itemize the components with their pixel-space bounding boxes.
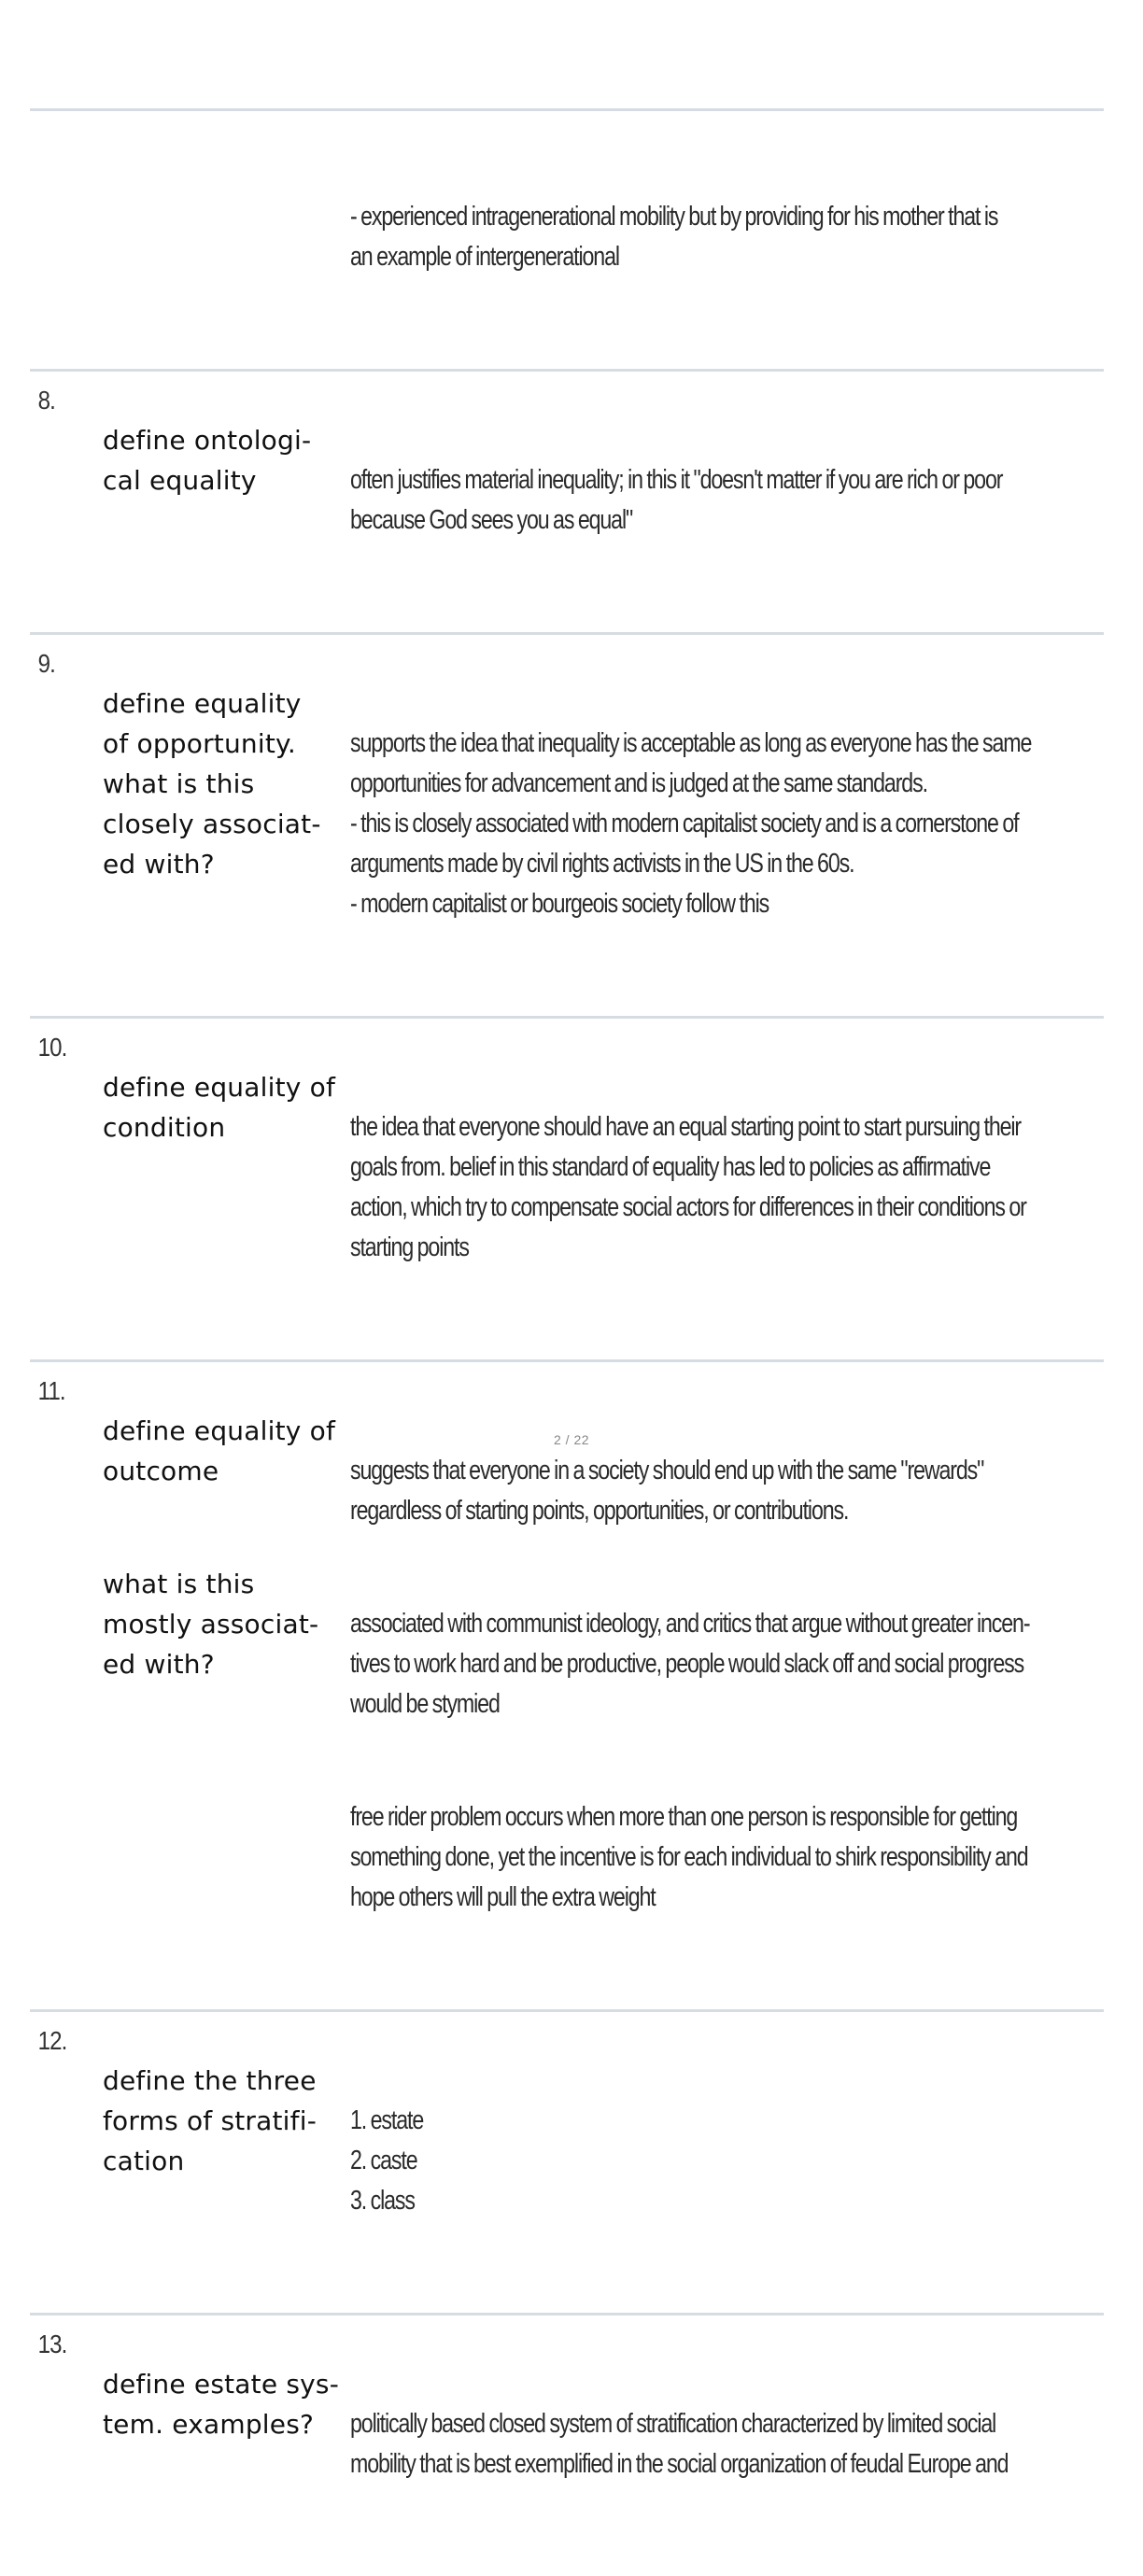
definition-text: 1. estate 2. caste 3. class: [350, 2105, 424, 2216]
card-row: [30, 111, 1104, 369]
card-definition: [350, 380, 1104, 621]
definition-text: politically based closed system of stratification characterized by limited social mobility that is best exemplified in the social organization of feudal Europe and: [350, 2409, 1009, 2479]
term-text: define equality of opportunity. what is this closely associat- ed with?: [103, 688, 321, 880]
card-definition: [350, 643, 1104, 1005]
definition-text: free rider problem occurs when more than one person is responsible for getting something done, yet the incentive is for each individual to shirk responsibility and hope others will pull the extra weight: [350, 1802, 1028, 1912]
card-definition: [350, 117, 1104, 358]
card-term: [103, 1371, 350, 1724]
term-text: define the three forms of stratifi- cation: [103, 2065, 317, 2176]
card-definition: [350, 1027, 1104, 1348]
definition-text: suggests that everyone in a society should end up with the same "rewards" regardless of starting points, opportunities, or contributions.: [350, 1456, 984, 1526]
card-number: 12.: [37, 2026, 67, 2055]
term-text: define ontologi- cal equality: [103, 425, 312, 496]
card-term: [103, 2324, 350, 2485]
card-term: [103, 1027, 350, 1188]
definition-text: associated with communist ideology, and critics that argue without greater incen- tives to work hard and be productive, people would slack off and social progress would be stymied: [350, 1609, 1030, 1719]
definition-text: - experienced intragenerational mobility but by providing for his mother that is an example of intergenerational: [350, 202, 998, 272]
definition-text: supports the idea that inequality is acceptable as long as everyone has the same opportunities for advancement and is judged at the same standards. - this is closely associated with modern capitalist society and is a cornerstone of arguments made by civil rights activists in the US in the 60s. - modern capitalist or bourgeois society follow this: [350, 728, 1032, 919]
card-number: 10.: [37, 1033, 67, 1062]
card-number: 11.: [37, 1376, 65, 1405]
page-number: 2 / 22: [553, 1432, 590, 1447]
card-row: [30, 2316, 1104, 2576]
term-text: define equality of outcome: [103, 1415, 336, 1486]
flashcard-sheet: [30, 108, 1104, 2576]
card-term: [103, 380, 350, 541]
term-text: define equality of condition: [103, 1072, 336, 1143]
term-text: define estate sys- tem. examples?: [103, 2369, 340, 2440]
card-row: [30, 1019, 1104, 1359]
card-term: [103, 117, 350, 197]
definition-text: often justifies material inequality; in this it "doesn't matter if you are rich or poor because God sees you as equal": [350, 465, 1003, 535]
card-row: [30, 2012, 1104, 2313]
definition-text: the idea that everyone should have an equal starting point to start pursuing their goals from. belief in this standard of equality has led to policies as affirmative action, which try to compensate social actors for differences in their conditions or starting points: [350, 1112, 1026, 1262]
card-row: [30, 372, 1104, 632]
term-text: what is this mostly associat- ed with?: [103, 1569, 319, 1680]
card-number: 8.: [37, 386, 55, 415]
card-row: [30, 635, 1104, 1016]
card-number: 9.: [37, 649, 55, 678]
card-term: [103, 643, 350, 924]
card-definition: [350, 2020, 1104, 2302]
card-term: [103, 2020, 350, 2221]
card-definition: [350, 1371, 1104, 1998]
card-number: 13.: [37, 2330, 67, 2358]
card-definition: [350, 2324, 1104, 2565]
card-row: [30, 1362, 1104, 2009]
